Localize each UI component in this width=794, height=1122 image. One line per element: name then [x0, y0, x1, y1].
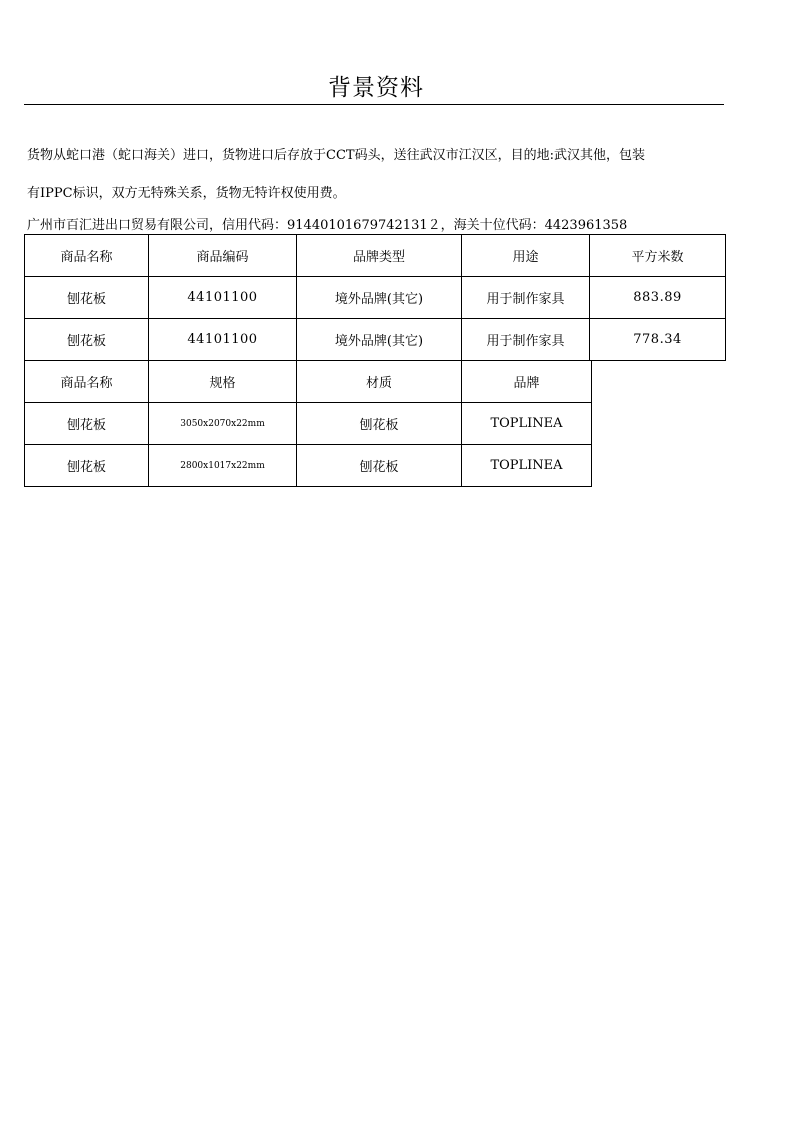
- goods-table: [24, 234, 726, 361]
- table-row: [25, 445, 592, 487]
- cell-specification: 3050x2070x22mm: [149, 403, 297, 445]
- cell-usage: 用于制作家具: [462, 277, 590, 319]
- background-paragraph-line-1: 货物从蛇口港（蛇口海关）进口，货物进口后存放于CCT码头，送往武汉市江汉区，目的地:武汉其他，包装: [27, 148, 645, 163]
- header-goods-code: 商品编码: [149, 235, 297, 277]
- table-row: [25, 403, 592, 445]
- specification-table: [24, 360, 592, 487]
- cell-goods-name: 刨花板: [25, 277, 149, 319]
- header-goods-name: 商品名称: [25, 360, 149, 403]
- table-header-row: [25, 235, 726, 277]
- header-usage: 用途: [462, 235, 590, 277]
- cell-brand: TOPLINEA: [462, 403, 592, 445]
- cell-goods-name: 刨花板: [25, 319, 149, 361]
- table-row: [25, 319, 726, 361]
- cell-goods-code: 44101100: [149, 319, 297, 361]
- header-square-meters: 平方米数: [590, 235, 726, 277]
- table-row: [25, 277, 726, 319]
- header-goods-name: 商品名称: [25, 235, 149, 277]
- cell-brand: TOPLINEA: [462, 445, 592, 487]
- company-info-line: 广州市百汇进出口贸易有限公司，信用代码：91440101679742131２，海关十位代码：4423961358: [27, 218, 628, 233]
- cell-material: 刨花板: [297, 403, 462, 445]
- title-underline: [24, 104, 724, 105]
- cell-usage: 用于制作家具: [462, 319, 590, 361]
- cell-brand-type: 境外品牌(其它): [297, 277, 462, 319]
- cell-brand-type: 境外品牌(其它): [297, 319, 462, 361]
- background-paragraph-line-2: 有IPPC标识，双方无特殊关系，货物无特许权使用费。: [27, 186, 346, 201]
- cell-goods-name: 刨花板: [25, 403, 149, 445]
- cell-specification: 2800x1017x22mm: [149, 445, 297, 487]
- page-title: 背景资料: [328, 75, 424, 101]
- cell-square-meters: 883.89: [590, 277, 726, 319]
- header-brand: 品牌: [462, 360, 592, 403]
- header-specification: 规格: [149, 360, 297, 403]
- header-brand-type: 品牌类型: [297, 235, 462, 277]
- cell-material: 刨花板: [297, 445, 462, 487]
- cell-square-meters: 778.34: [590, 319, 726, 361]
- cell-goods-code: 44101100: [149, 277, 297, 319]
- table-header-row: [25, 360, 592, 403]
- cell-goods-name: 刨花板: [25, 445, 149, 487]
- header-material: 材质: [297, 360, 462, 403]
